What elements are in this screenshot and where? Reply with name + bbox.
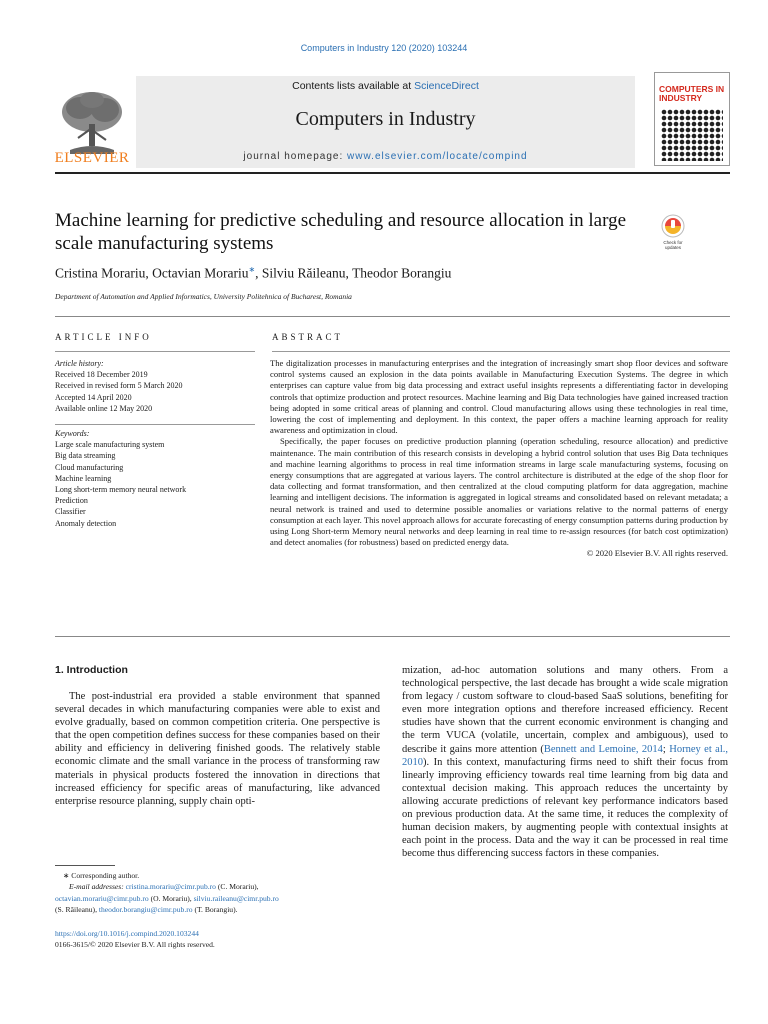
- elsevier-wordmark: ELSEVIER: [54, 150, 130, 166]
- author-name: Theodor Borangiu: [352, 265, 452, 281]
- keywords-list: [55, 428, 255, 529]
- author-name: Octavian Morariu: [152, 265, 249, 281]
- email-owner: (T. Borangiu).: [192, 905, 238, 915]
- keyword: Long short-term memory neural network: [55, 485, 187, 495]
- keyword: Classifier: [55, 507, 86, 517]
- svg-text:updates: updates: [664, 245, 682, 250]
- copyright-notice: © 2020 Elsevier B.V. All rights reserved.: [586, 548, 728, 559]
- abstract-paragraph: The digitalization processes in manufacturing enterprises and the integration of increasingly smart shop floor devices and software control systems caused an explosion in the data points available in Manufacturing Execution Systems. The degree in which enterprises can capture value from big data processing and extract useful insights represents a differentiating factor in developing controls that optimize production and protect resources. Machine learning and Big Data technologies have gained increased traction being adopted in some critical areas of planning and control. Cloud manufacturing allows using these technologies in real time, lowering the cost of implementing and deployment. In this context, the paper offers a machine learning approach for reality awareness and optimization in cloud.: [270, 358, 728, 436]
- header-rule: [55, 172, 730, 174]
- journal-reference[interactable]: Computers in Industry 120 (2020) 103244: [300, 43, 468, 53]
- body-text: mization, ad-hoc automation solutions and many others. From a technological perspective, the last decade has brought a wide scale migration from legacy / custom software to cloud-based SaaS solutions, benefiting for even more integration options and therefore increased efficiency. Recent studies have shown that the current economic environment is changing and the term VUCA (volatile, uncertain, complex and ambiguous), used to describe it gains more attention (: [402, 665, 728, 755]
- keyword: Cloud manufacturing: [55, 462, 124, 472]
- homepage-link[interactable]: www.elsevier.com/locate/compind: [347, 151, 528, 162]
- corresponding-author-mark[interactable]: ∗: [248, 265, 256, 274]
- keyword: Big data streaming: [55, 451, 116, 461]
- cover-dot-pattern-icon: [661, 109, 723, 161]
- section-heading-introduction: 1. Introduction: [55, 664, 128, 676]
- email-link[interactable]: theodor.borangiu@cimr.pub.ro: [98, 905, 193, 915]
- journal-cover[interactable]: [654, 72, 730, 166]
- body-paragraph: The post-industrial era provided a stable environment that spanned several decades in which manufacturing companies were able to exist and evolve gradually, based on common competition criteria. One perspective is that the open competition defines success for these companies based on their ability and efficiency in delivering finished goods. The relatively stable economic climate and the small variance in the process of transforming raw materials in physical products fostered the innovation in directions that increased efficiency for specific areas of manufacturing, like advanced enterprise resource planning, supply chain opti-: [55, 691, 380, 807]
- divider: [272, 351, 730, 352]
- corresponding-author-note: ∗ Corresponding author.: [63, 871, 140, 880]
- author-separator: ,: [145, 265, 153, 281]
- authors-line: [55, 265, 675, 282]
- email-link[interactable]: octavian.morariu@cimr.pub.ro: [55, 893, 149, 903]
- keyword: Machine learning: [55, 473, 112, 483]
- history-item: Received 18 December 2019: [55, 370, 148, 380]
- divider: [55, 636, 730, 637]
- issn-line: 0166-3615/© 2020 Elsevier B.V. All rights reserved.: [55, 940, 215, 950]
- body-text: ). In this context, manufacturing firms need to shift their focus from linearly improving efficiency towards real time learning from big data and contextual decision making. This approach reduces the uncertainty by allowing accurate predictions of relevant key performance indicators based on previous production data. At the same time, it reduces the complexity of human decision makers, by augmenting people with contextual insights at each point in the process. Data and the way it can be processed in real time become thus differencing success factors in these companies.: [402, 756, 728, 860]
- history-item: Available online 12 May 2020: [55, 403, 153, 413]
- email-link[interactable]: cristina.morariu@cimr.pub.ro: [125, 882, 216, 892]
- body-column-right: [402, 664, 728, 860]
- check-for-updates-icon[interactable]: [655, 212, 691, 252]
- body-text: ;: [662, 743, 670, 755]
- footnote-rule: [55, 865, 115, 866]
- email-link[interactable]: silviu.raileanu@cimr.pub.ro: [193, 893, 279, 903]
- contents-line: [136, 80, 635, 92]
- svg-text:Check for: Check for: [663, 240, 683, 245]
- sciencedirect-link[interactable]: ScienceDirect: [414, 80, 479, 92]
- cover-title: COMPUTERS IN INDUSTRY: [659, 84, 725, 103]
- footnotes: [55, 870, 380, 916]
- author-separator: ,: [255, 265, 262, 281]
- homepage-line: [136, 151, 635, 162]
- affiliation: Department of Automation and Applied Informatics, University Politehnica of Bucharest, Romania: [55, 292, 352, 301]
- author-separator: ,: [345, 265, 353, 281]
- abstract-body: [270, 358, 728, 560]
- author-name: Silviu Răileanu: [261, 265, 346, 281]
- article-info-heading: ARTICLE INFO: [55, 332, 152, 342]
- history-label: Article history:: [55, 359, 104, 368]
- journal-title: Computers in Industry: [295, 108, 476, 130]
- homepage-prefix: journal homepage:: [243, 151, 348, 162]
- divider: [55, 424, 255, 425]
- divider: [55, 316, 730, 317]
- divider: [55, 351, 255, 352]
- history-item: Accepted 14 April 2020: [55, 392, 132, 402]
- body-paragraph: [402, 664, 728, 860]
- email-owner: (S. Răileanu),: [55, 905, 99, 915]
- keyword: Prediction: [55, 496, 88, 506]
- history-item: Received in revised form 5 March 2020: [55, 381, 183, 391]
- email-owner: (C. Morariu),: [215, 882, 259, 892]
- article-history: [55, 358, 255, 414]
- email-owner: (O. Morariu),: [148, 893, 194, 903]
- contents-prefix: Contents lists available at: [292, 80, 415, 92]
- keyword: Large scale manufacturing system: [55, 440, 165, 450]
- keyword: Anomaly detection: [55, 518, 117, 528]
- body-column-left: [55, 690, 380, 808]
- doi-block: [55, 928, 380, 951]
- article-title: Machine learning for predictive scheduling and resource allocation in large scale manufacturing systems: [55, 210, 627, 254]
- keywords-label: Keywords:: [55, 429, 90, 438]
- citation-link[interactable]: Bennett and Lemoine, 2014: [543, 743, 663, 755]
- abstract-heading: ABSTRACT: [272, 332, 344, 342]
- abstract-paragraph: Specifically, the paper focuses on predictive production planning (operation scheduling, resource allocation) and predictive maintenance. The main contribution of this research consists in developing a hybrid control solution that uses Big Data techniques and machine learning algorithms to process in real time information streams in large scale manufacturing systems, focusing on energy consumptions that are aggregated at various layers. The control architecture is distributed at the edge of the shop floor for data collecting and format transformation, and then centralized at the cloud computing platform for data aggregation, machine learning and intelligent decisions. The information is aggregated in logical streams and consolidated based on relevant metadata; a neural network is trained and used to determine possible anomalies or variations relative to the normal patterns of energy consumption at each layer. This novel approach allows for accurate forecasting of energy consumption patterns during production by using Long Short-term Memory neural networks and deep learning in real time to re-assign resources (for batch cost optimization) and detect anomalies (for robustness) based on predicted energy data.: [270, 436, 728, 548]
- email-label: E-mail addresses:: [69, 882, 126, 892]
- citation-link[interactable]: Horney et al., 2010: [402, 743, 728, 768]
- author-name: Cristina Morariu: [55, 265, 146, 281]
- doi-link[interactable]: https://doi.org/10.1016/j.compind.2020.103244: [55, 929, 199, 938]
